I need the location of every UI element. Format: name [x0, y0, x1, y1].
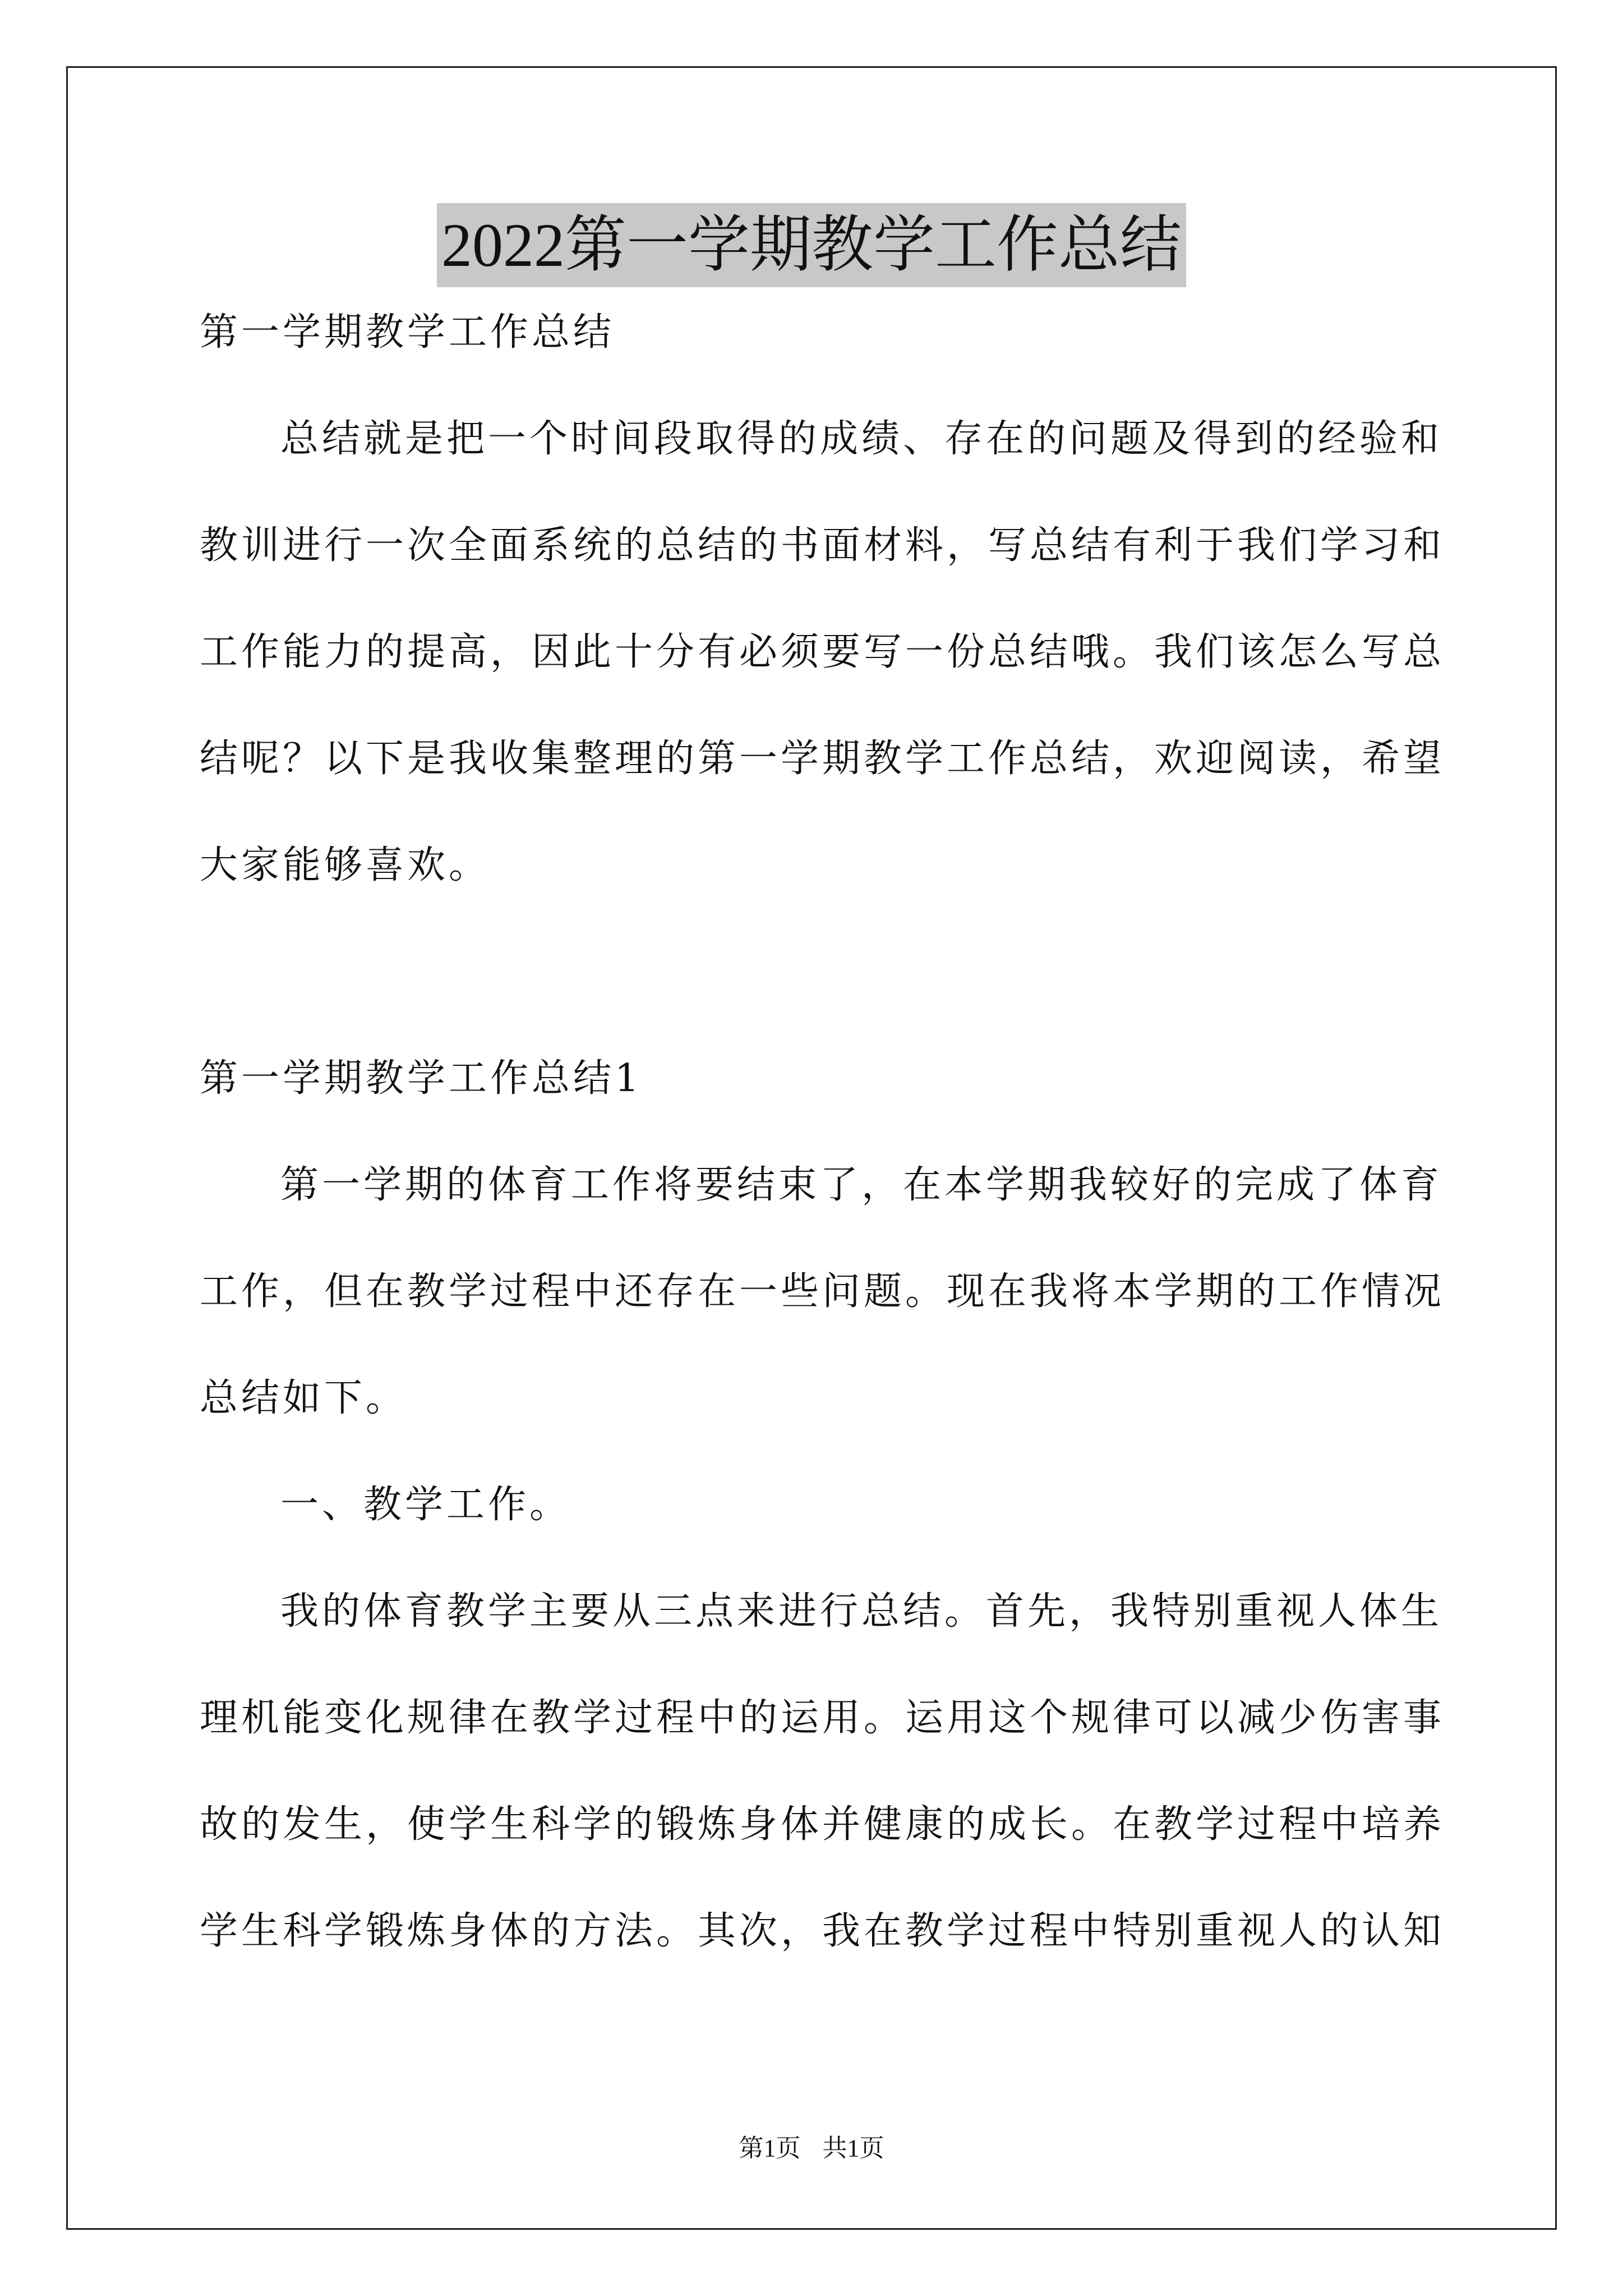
paragraph-line: 学生科学锻炼身体的方法。其次，我在教学过程中特别重视人的认知 — [200, 1909, 1445, 1953]
paragraph-line: 第一学期的体育工作将要结束了，在本学期我较好的完成了体育 — [280, 1163, 1443, 1207]
page-total: 共1页 — [822, 2134, 884, 2162]
paragraph-line: 我的体育教学主要从三点来进行总结。首先，我特别重视人体生 — [280, 1589, 1443, 1634]
paragraph-line: 理机能变化规律在教学过程中的运用。运用这个规律可以减少伤害事 — [200, 1696, 1445, 1740]
document-title: 2022第一学期教学工作总结 — [437, 203, 1186, 287]
page-footer — [0, 2132, 1623, 2165]
section-heading: 第一学期教学工作总结1 — [200, 1056, 643, 1101]
title-wrap — [0, 203, 1623, 287]
paragraph-line: 教训进行一次全面系统的总结的书面材料，写总结有利于我们学习和 — [200, 523, 1445, 568]
paragraph-line: 结呢？以下是我收集整理的第一学期教学工作总结，欢迎阅读，希望 — [200, 737, 1445, 781]
paragraph-gap — [200, 945, 1433, 1052]
paragraph-line: 总结如下。 — [200, 1376, 408, 1420]
document-body — [200, 306, 1445, 2011]
page-number: 第1页 — [739, 2134, 801, 2162]
paragraph-line: 总结就是把一个时间段取得的成绩、存在的问题及得到的经验和 — [280, 417, 1443, 461]
paragraph-line: 大家能够喜欢。 — [200, 843, 491, 887]
paragraph-line: 故的发生，使学生科学的锻炼身体并健康的成长。在教学过程中培养 — [200, 1802, 1445, 1847]
paragraph-line: 工作，但在教学过程中还存在一些问题。现在我将本学期的工作情况 — [200, 1269, 1445, 1314]
paragraph-line: 工作能力的提高，因此十分有必须要写一份总结哦。我们该怎么写总 — [200, 630, 1445, 674]
subsection-heading: 一、教学工作。 — [280, 1483, 571, 1527]
section-heading: 第一学期教学工作总结 — [200, 310, 615, 355]
